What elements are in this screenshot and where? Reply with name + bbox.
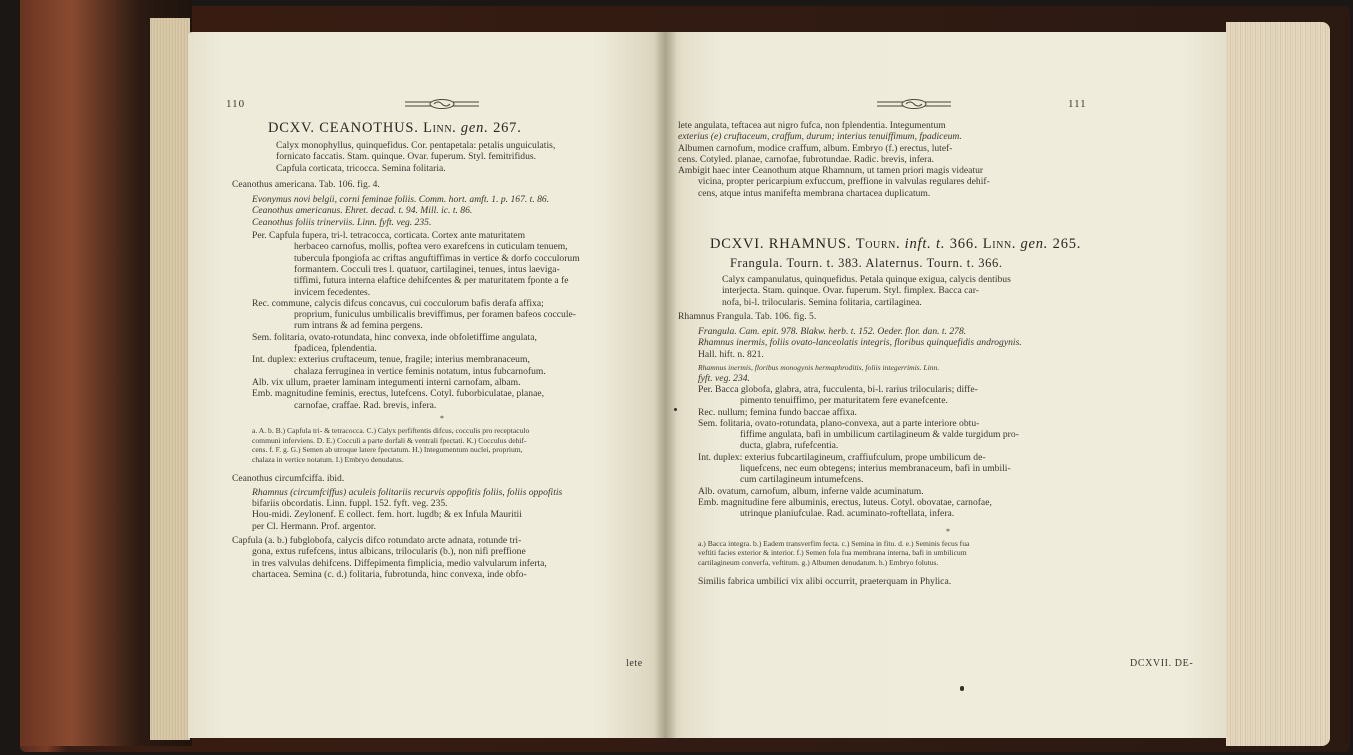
embryo-line: Emb. magnitudine fere albuminis, erectus, luteus. Cotyl. obovatae, carnofae,: [698, 496, 992, 508]
species-reference: Hou-midi. Zeylonenf. E collect. fem. hort. lugdb; & ex Infula Mauritii: [252, 509, 522, 521]
species-title: Ceanothus americana. Tab. 106. fig. 4.: [232, 178, 380, 190]
species-reference: Ceanothus americanus. Ehret. decad. t. 94. Mill. ic. t. 86.: [252, 205, 473, 217]
continuation-line: Albumen carnofum, modice craffum, album. Embryo (f.) erectus, lutef-: [678, 142, 953, 154]
heading-num: 267.: [493, 120, 522, 136]
ambigit-line: Ambigit haec inter Ceanothum atque Rhamnum, ut tamen priori magis videatur: [678, 165, 984, 177]
integument-line: Int. duplex: exterius cruftaceum, tenue, fragile; interius membranaceum,: [252, 354, 530, 366]
heading-t: t.: [936, 236, 946, 252]
ornament-right: [877, 99, 951, 109]
embryo-line: utrinque planiufculae. Rad. acuminato-roftellata, infera.: [740, 508, 955, 520]
semen-line: fpadicea, fplendentia.: [294, 343, 377, 355]
ambigit-line: cens, atque intus manifefta membrana chartacea duplicatum.: [698, 187, 931, 199]
heading-number: DCXVI.: [710, 236, 765, 252]
pericarp-line: invicem fecedentes.: [294, 286, 371, 298]
semen-line: ducta, glabra, rufefcentia.: [740, 440, 839, 452]
left-text-block: [232, 140, 652, 580]
heading-inst: inft.: [904, 236, 932, 252]
figure-note: cens. f. F. g. G.) Semen ab utroque latere fpectatum. H.) Integumentum nuclei, proprium,: [252, 445, 523, 455]
similis-line: Similis fabrica umbilici vix alibi occurrit, praeterquam in Phylica.: [698, 575, 952, 587]
ambigit-line: vicina, propter pericarpium exfuccum, preffione in valvulas regulares dehif-: [698, 176, 990, 188]
page-number-left: 110: [226, 98, 246, 110]
section-subheading: Frangula. Tourn. t. 383. Alaternus. Tourn. t. 366.: [730, 256, 1003, 270]
figure-note: chalaza in vertice notatum. I.) Embryo denudatus.: [252, 454, 404, 464]
embryo-line: Emb. magnitudine feminis, erectus, lutefcens. Cotyl. fuborbiculatae, planae,: [252, 388, 544, 400]
semen-line: fiffime angulata, bafi in umbilicum cartilagineum & valde turgidum pro-: [740, 429, 1019, 441]
integument-line: chalaza ferruginea in vertice feminis notatum, intus fubcarnofum.: [294, 365, 546, 377]
embryo-line: carnofae, craffae. Rad. brevis, infera.: [294, 399, 437, 411]
species-reference: Ceanothus foliis trinerviis. Linn. fyft. veg. 235.: [252, 216, 432, 228]
section-heading-dcxv: [268, 120, 522, 137]
receptacle-line: rum intrans & ad femina pergens.: [294, 320, 423, 332]
pericarp-line: formantem. Cocculi tres l. quatuor, cartilaginei, tenues, intus laeviga-: [294, 263, 560, 275]
ink-spot: [960, 686, 964, 691]
species-reference: fyft. veg. 234.: [698, 372, 750, 384]
species-reference: bifariis obcordatis. Linn. fuppl. 152. fyft. veg. 235.: [252, 498, 448, 510]
pericarp-line: tubercula fpongiofa ac criftas anguftiffimas in vertice & dorfo cocculorum: [294, 252, 580, 264]
gutter-shadow: [655, 32, 677, 738]
heading-tourn: Tourn.: [855, 236, 901, 252]
heading-number: DCXV.: [268, 120, 315, 136]
albumen-line: Alb. ovatum, carnofum, album, inferne valde acuminatum.: [698, 485, 924, 497]
pericarp-line: pimento tenuiffimo, per maturitatem fere evanefcente.: [740, 395, 948, 407]
species-title: Rhamnus Frangula. Tab. 106. fig. 5.: [678, 310, 817, 322]
pericarp-line: Per. Bacca globofa, glabra, atra, fucculenta, bi-l. rarius trilocularis; diffe-: [698, 383, 978, 395]
right-page-edges: [1226, 22, 1330, 746]
semen-line: Sem. folitaria, ovato-rotundata, hinc convexa, inde obfoletiffime angulata,: [252, 331, 537, 343]
right-text-block-top: [678, 120, 1218, 199]
genus-description-line: Calyx campanulatus, quinquefidus. Petala quinque exigua, calycis dentibus: [722, 274, 1011, 285]
species-description: gona, extus rufefcens, intus albicans, trilocularis (b.), non nifi preffione: [252, 546, 526, 558]
integument-line: Int. duplex: exterius fubcartilagineum, craffiufculum, prope umbilicum de-: [698, 451, 986, 463]
heading-author: Linn.: [423, 120, 457, 136]
heading-genus: CEANOTHUS.: [319, 120, 419, 136]
albumen-line: Alb. vix ullum, praeter laminam integumenti interni carnofam, albam.: [252, 376, 521, 388]
star-separator: *: [440, 413, 444, 423]
figure-note: a. A. b. B.) Capfula tri- & tetracocca. C.) Calyx perfiftentis difcus, cocculis pro receptaculo: [252, 426, 530, 436]
genus-description-line: Calyx monophyllus, quinquefidus. Cor. pentapetala: petalis unguiculatis,: [276, 140, 556, 151]
continuation-line: cens. Cotyled. planae, carnofae, fubrotundae. Radic. brevis, infera.: [678, 153, 934, 165]
integument-line: liquefcens, nec eum obtegens; interius membranaceum, bafi in umbili-: [740, 463, 1011, 475]
species-description: in tres valvulas dehifcens. Diffepimenta fimplicia, medio valvularum inferta,: [252, 557, 547, 569]
genus-description-line: nofa, bi-l. trilocularis. Semina folitaria, cartilaginea.: [722, 296, 922, 308]
pericarp-line: herbaceo carnofus, mollis, poftea vero exarefcens in cuticulam tenuem,: [294, 241, 568, 253]
genus-description-line: Capfula corticata, tricocca. Semina folitaria.: [276, 162, 446, 174]
species-description: Capfula (a. b.) fubglobofa, calycis difco rotundato arcte adnata, rotunde tri-: [232, 534, 522, 546]
semen-line: Sem. folitaria, ovato-rotundata, plano-convexa, aut a parte interiore obtu-: [698, 417, 980, 429]
catchword-left: lete: [626, 658, 643, 669]
pericarp-line: Per. Capfula fupera, tri-l. tetracocca, corticata. Cortex ante maturitatem: [252, 230, 526, 242]
species-reference: Rhamnus inermis, foliis ovato-lanceolatis integris, floribus quinquefidis androgynis.: [698, 337, 1022, 349]
star-separator: *: [946, 526, 950, 536]
heading-genus: RHAMNUS.: [768, 236, 852, 252]
page-number-right: 111: [1068, 98, 1087, 110]
species-reference: Frangula. Cam. epit. 978. Blakw. herb. t. 152. Oeder. flor. dan. t. 278.: [698, 326, 967, 338]
receptacle-line: proprium, funiculus umbilicalis breviffimus, per foramen bafeos coccule-: [294, 309, 576, 321]
section-heading-dcxvi: [710, 236, 1081, 253]
heading-gen: gen.: [1020, 236, 1049, 252]
genus-description-line: fornicato faccatis. Stam. quinque. Ovar. fuperum. Styl. femitrifidus.: [276, 151, 537, 163]
figure-note: a.) Bacca integra. b.) Eadem transverfim fecta. c.) Semina in fitu. d. e.) Seminis fecus fua: [698, 538, 970, 548]
genus-description-line: interjecta. Stam. quinque. Ovar. fuperum. Styl. fimplex. Bacca car-: [722, 285, 979, 297]
catchword-right: DCXVII. DE-: [1130, 658, 1194, 669]
ink-spot: [674, 408, 677, 411]
continuation-line: exterius (e) cruftaceum, craffum, durum; interius tenuiffimum, fpadiceum.: [678, 131, 962, 143]
integument-line: cum cartilagineum intumefcens.: [740, 474, 864, 486]
species-reference: Hall. hift. n. 821.: [698, 348, 764, 360]
species-reference: Evonymus novi belgii, corni feminae foliis. Comm. hort. amft. 1. p. 167. t. 86.: [252, 194, 550, 206]
continuation-line: lete angulata, teftacea aut nigro fufca, non fplendentia. Integumentum: [678, 120, 946, 131]
species-reference: per Cl. Hermann. Prof. argentor.: [252, 520, 376, 532]
left-page-edges: [150, 18, 190, 740]
pericarp-line: tiffimi, futura interna elaftice dehifcentes & per maturitatem fponte a fe: [294, 275, 569, 287]
species-description: chartacea. Semina (c. d.) folitaria, fubrotunda, hinc convexa, inde obfo-: [252, 568, 527, 580]
receptacle-line: Rec. commune, calycis difcus concavus, cui cocculorum bafis derafa affixa;: [252, 297, 544, 309]
heading-author: Linn.: [982, 236, 1017, 252]
species-title: Ceanothus circumfciffa. ibid.: [232, 472, 345, 484]
species-reference: Rhamnus inermis, floribus monogynis hermaphroditis, foliis integerrimis. Linn.: [698, 363, 940, 373]
heading-tnum: 366.: [949, 236, 979, 252]
figure-note: communi inferviens. D. E.) Cocculi a parte dorfali & ventrali fpectati. K.) Cocculus dehif-: [252, 435, 527, 445]
heading-gen: gen.: [460, 120, 489, 136]
ornament-left: [405, 99, 479, 109]
figure-note: cartilagineum converfa, veftitum. g.) Albumen denudatum. h.) Embryo folutus.: [698, 558, 939, 568]
figure-note: veftiti facies exterior & interior. f.) Semen fola fua membrana interna, bafi in umbilicum: [698, 548, 967, 558]
receptacle-line: Rec. nullum; femina fundo baccae affixa.: [698, 406, 857, 418]
heading-num: 265.: [1052, 236, 1082, 252]
right-text-block-main: [678, 274, 1218, 587]
species-reference: Rhamnus (circumfciffus) aculeis folitariis recurvis oppofitis foliis, foliis oppofitis: [252, 486, 563, 498]
